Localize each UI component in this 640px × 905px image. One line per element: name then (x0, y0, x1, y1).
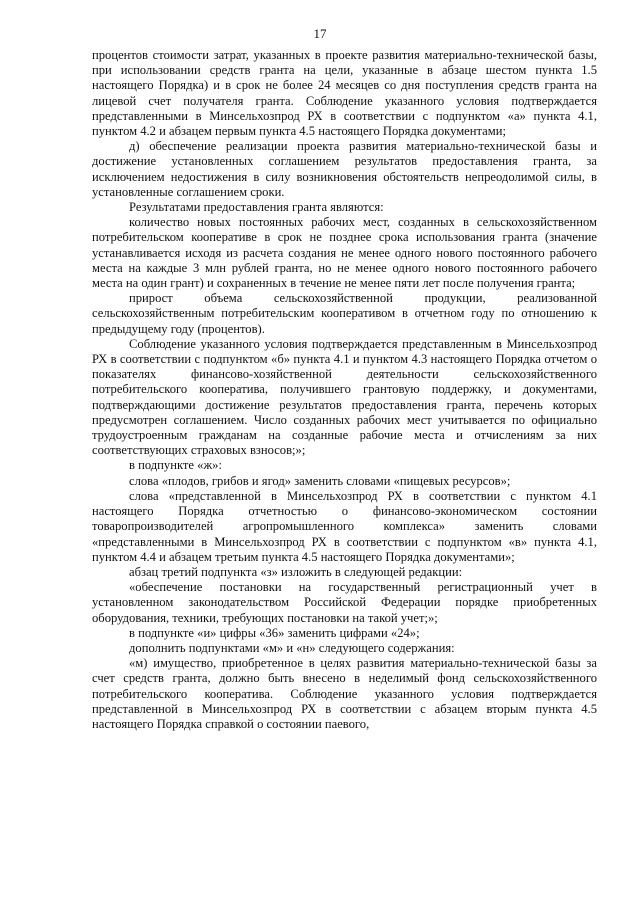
paragraph: в подпункте «ж»: (129, 458, 222, 473)
paragraph: д) обеспечение реализации проекта развития материально-технической базы и достижение установленных соглашением результатов предоставления гранта, за исключением недостижения в силу возникновения обстоятельств непреодолимой силы, в установленные соглашением сроки. (92, 139, 597, 199)
paragraph: абзац третий подпункта «з» изложить в следующей редакции: (129, 564, 463, 579)
paragraph: «обеспечение постановки на государственный регистрационный учет в установленном законодательством Российской Федерации порядке приобретенных оборудования, техники, требующих постановки на такой учет;»; (92, 580, 597, 625)
paragraph: количество новых постоянных рабочих мест, созданных в сельскохозяйственном потребительском кооперативе в срок не позднее срока использования гранта (значение устанавливается исходя из расчета создания не менее одного нового постоянного рабочего места на каждые 3 млн рублей гранта, но не менее одного нового постоянного рабочего места на один грант) и сохраненных в течение не менее пяти лет после получения гранта; (92, 215, 597, 291)
paragraph: процентов стоимости затрат, указанных в проекте развития материально-технической базы, при использовании средств гранта на цели, указанные в абзаце шестом пункта 1.5 настоящего Порядка) и в срок не более 24 месяцев со дня поступления средств гранта на лицевой счет получателя гранта. Соблюдение указанного условия подтверждается представленными в Минсельхозпрод РХ в соответствии с подпунктом «а» пункта 4.1, пунктом 4.2 и абзацем первым пункта 4.5 настоящего Порядка документами; (92, 48, 597, 139)
paragraph: слова «представленной в Минсельхозпрод РХ в соответствии с пунктом 4.1 настоящего Порядка отчетностью о финансово-экономическом состоянии товаропроизводителей агропромышленного комплекса» заменить словами «представленными в Минсельхозпрод РХ в соответствии с подпунктом «в» пункта 4.1, пунктом 4.4 и абзацем третьим пункта 4.5 настоящего Порядка документами»; (92, 488, 597, 564)
paragraph: слова «плодов, грибов и ягод» заменить словами «пищевых ресурсов»; (129, 473, 511, 488)
document-body (92, 48, 597, 732)
paragraph: в подпункте «и» цифры «36» заменить цифрами «24»; (129, 625, 420, 640)
paragraph: дополнить подпунктами «м» и «н» следующего содержания: (129, 640, 455, 655)
paragraph: прирост объема сельскохозяйственной продукции, реализованной сельскохозяйственным потребительским кооперативом в отчетном году по отношению к предыдущему году (процентов). (92, 291, 597, 336)
paragraph: Соблюдение указанного условия подтверждается представленным в Минсельхозпрод РХ в соответствии с подпунктом «б» пункта 4.1 и пунктом 4.3 настоящего Порядка отчетом о показателях финансово-хозяйственной деятельности сельскохозяйственного потребительского кооператива, получившего грантовую поддержку, и документами, подтверждающими достижение результатов предоставления гранта, перечень которых предусмотрен соглашением. Число созданных рабочих мест учитывается по официально трудоустроенным гражданам на созданные рабочие места и отчислениям за них соответствующих страховых взносов;»; (92, 336, 597, 458)
page-number: 17 (313, 26, 327, 41)
paragraph: Результатами предоставления гранта являются: (129, 200, 384, 215)
paragraph: «м) имущество, приобретенное в целях развития материально-технической базы за счет средств гранта, должно быть внесено в неделимый фонд сельскохозяйственного потребительского кооператива. Соблюдение указанного условия подтверждается представленной в Минсельхозпрод РХ в соответствии с абзацем вторым пункта 4.5 настоящего Порядка справкой о состоянии паевого, (92, 656, 597, 731)
